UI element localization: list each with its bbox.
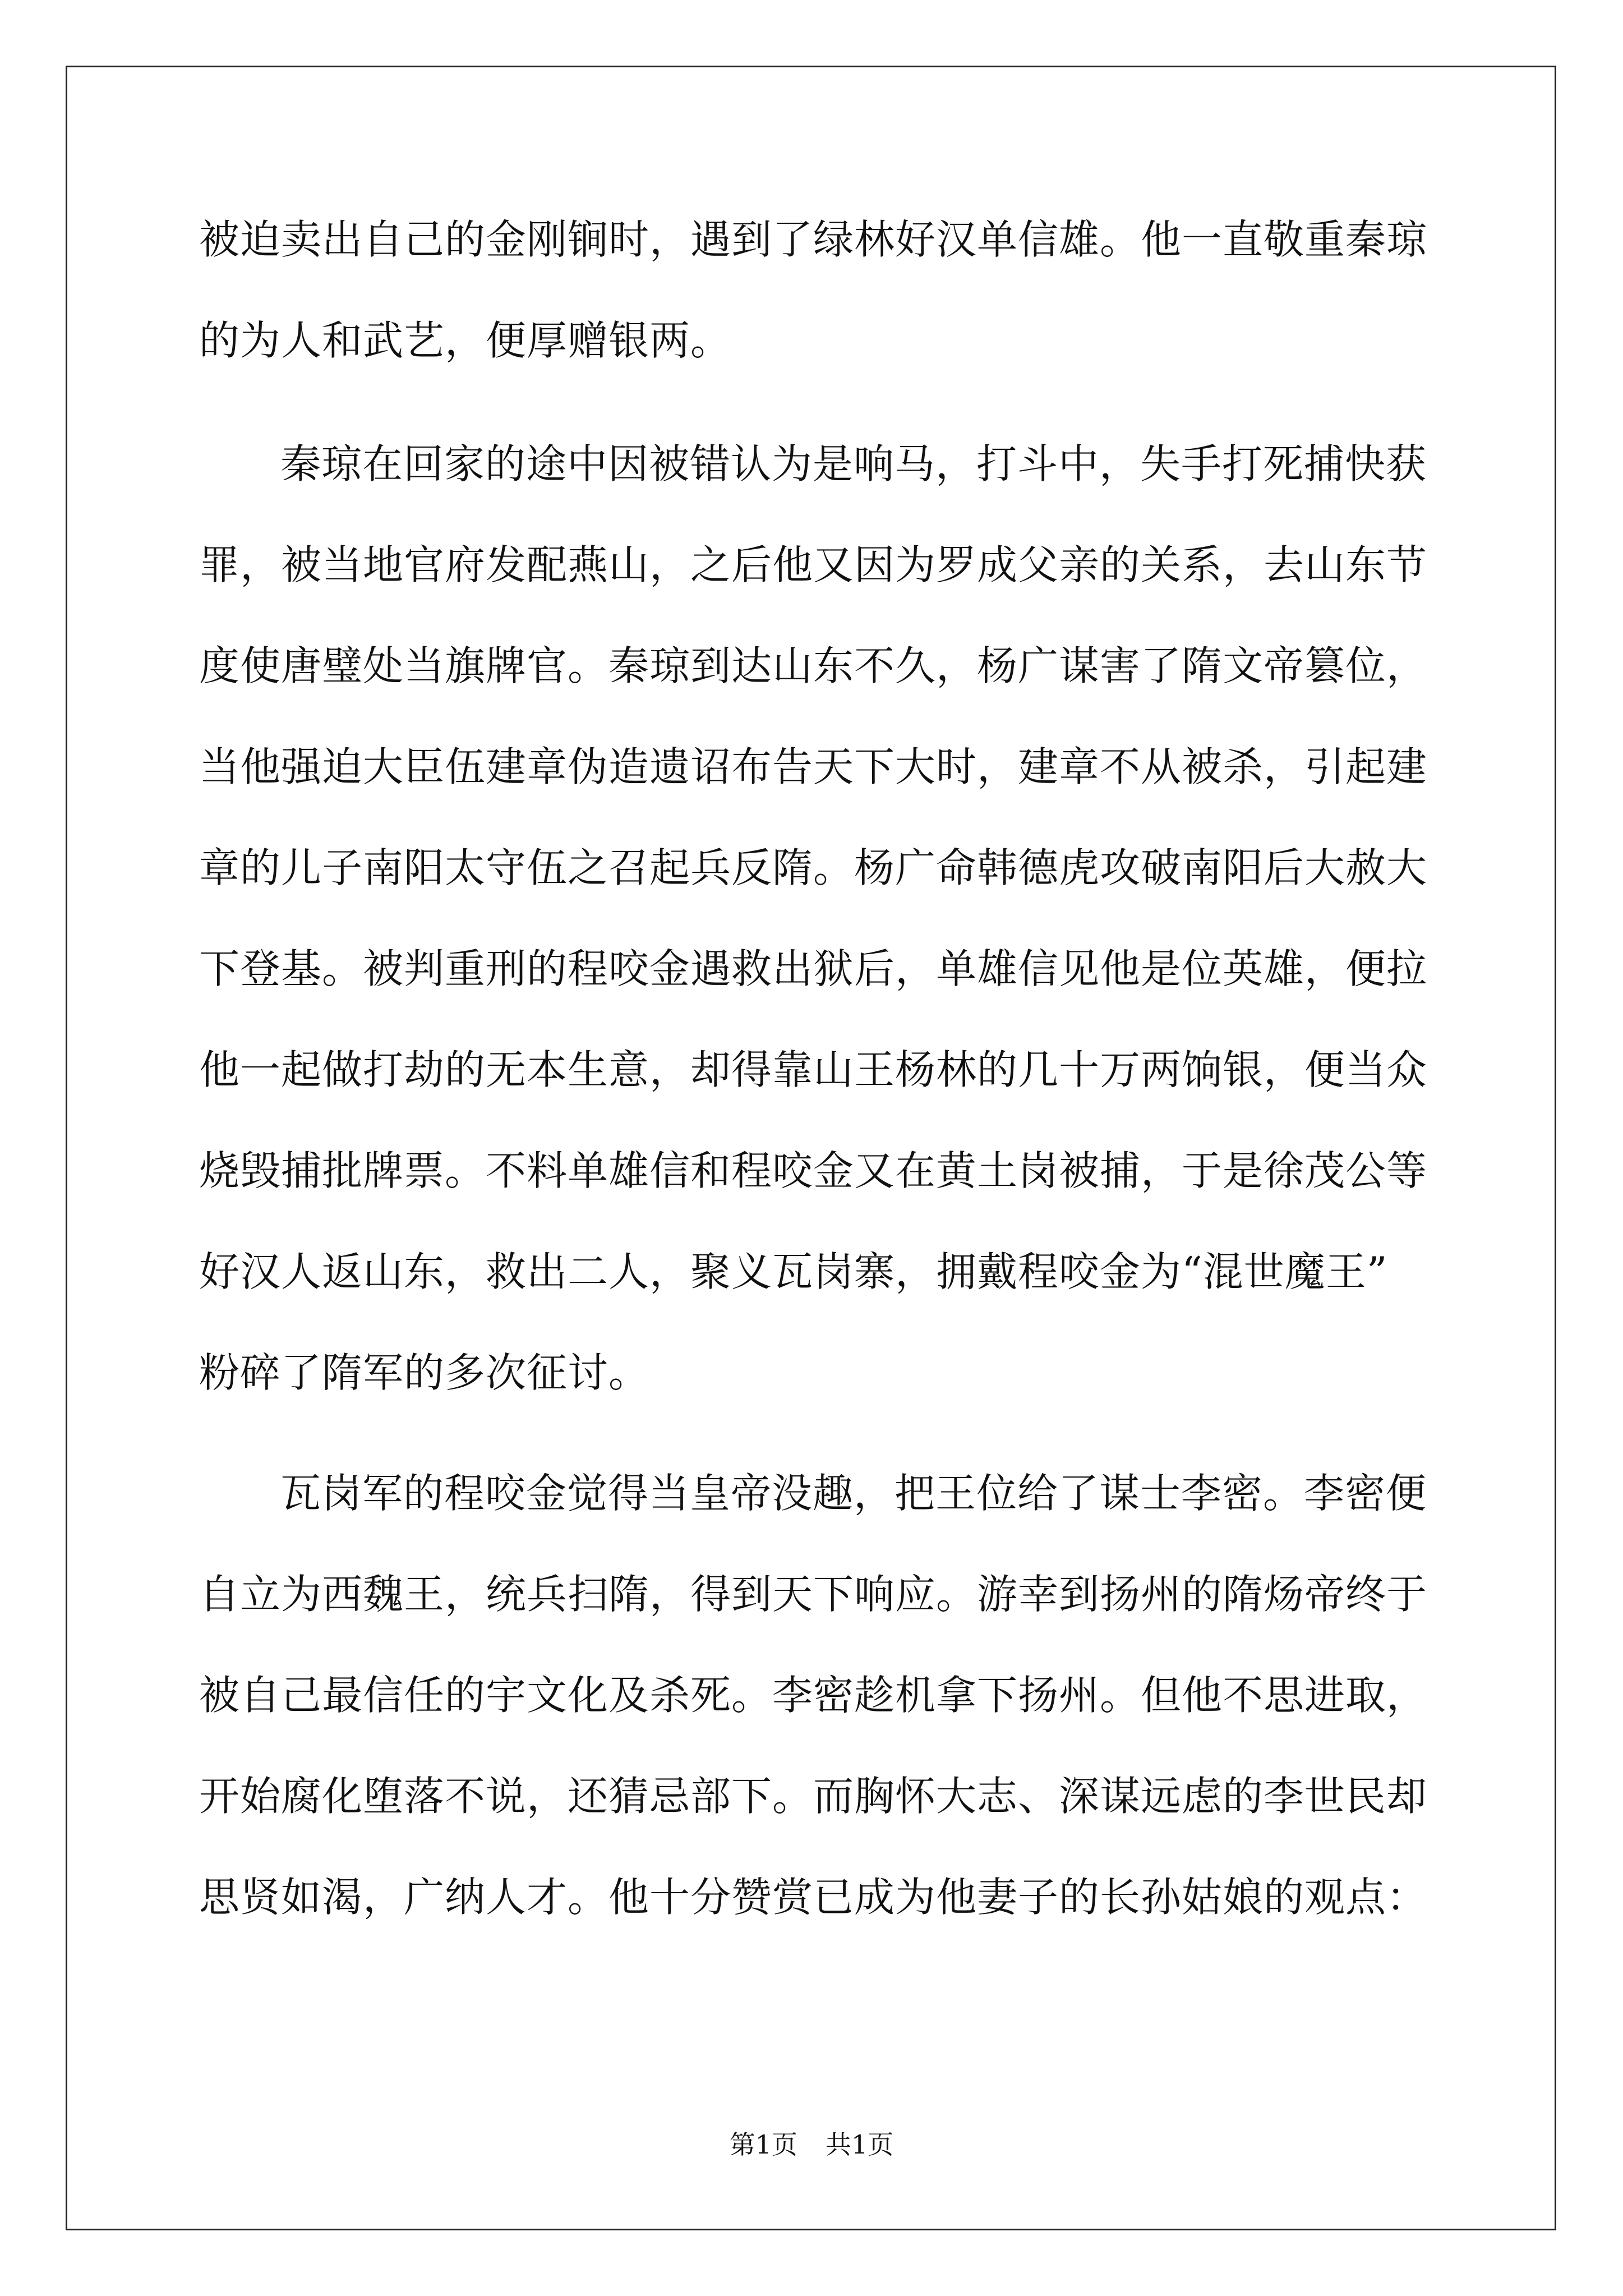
text-line-7: 章的儿子南阳太守伍之召起兵反隋。杨广命韩德虎攻破南阳后大赦大 — [199, 844, 1428, 891]
text-line-1: 被迫卖出自己的金刚锏时，遇到了绿林好汉单信雄。他一直敬重秦琼 — [199, 216, 1428, 263]
text-line-17: 思贤如渴，广纳人才。他十分赞赏已成为他妻子的长孙姑娘的观点： — [199, 1874, 1428, 1921]
text-line-9: 他一起做打劫的无本生意，却得靠山王杨林的几十万两饷银，便当众 — [199, 1046, 1428, 1093]
page-number: 第1页 — [729, 2129, 797, 2160]
text-line-12: 粉碎了隋军的多次征讨。 — [199, 1349, 650, 1396]
text-line-13: 瓦岗军的程咬金觉得当皇帝没趣，把王位给了谋士李密。李密便 — [280, 1470, 1427, 1517]
text-line-15: 被自己最信任的宇文化及杀死。李密趁机拿下扬州。但他不思进取， — [199, 1672, 1428, 1719]
text-line-10: 烧毁捕批牌票。不料单雄信和程咬金又在黄土岗被捕，于是徐茂公等 — [199, 1147, 1428, 1194]
text-line-5: 度使唐璧处当旗牌官。秦琼到达山东不久，杨广谋害了隋文帝篡位， — [199, 642, 1428, 689]
page-footer — [0, 2128, 1623, 2161]
text-line-14: 自立为西魏王，统兵扫隋，得到天下响应。游幸到扬州的隋炀帝终于 — [199, 1571, 1428, 1618]
text-line-2: 的为人和武艺，便厚赠银两。 — [199, 317, 732, 364]
page-total: 共1页 — [826, 2129, 894, 2160]
text-line-6: 当他强迫大臣伍建章伪造遗诏布告天下大时，建章不从被杀，引起建 — [199, 743, 1428, 790]
text-line-11: 好汉人返山东，救出二人，聚义瓦岗寨，拥戴程咬金为“混世魔王” — [199, 1248, 1388, 1295]
text-line-8: 下登基。被判重刑的程咬金遇救出狱后，单雄信见他是位英雄，便拉 — [199, 945, 1428, 992]
text-line-16: 开始腐化堕落不说，还猜忌部下。而胸怀大志、深谋远虑的李世民却 — [199, 1773, 1428, 1820]
text-line-3: 秦琼在回家的途中因被错认为是响马，打斗中，失手打死捕快获 — [280, 440, 1427, 487]
text-line-4: 罪，被当地官府发配燕山，之后他又因为罗成父亲的关系，去山东节 — [199, 541, 1428, 588]
